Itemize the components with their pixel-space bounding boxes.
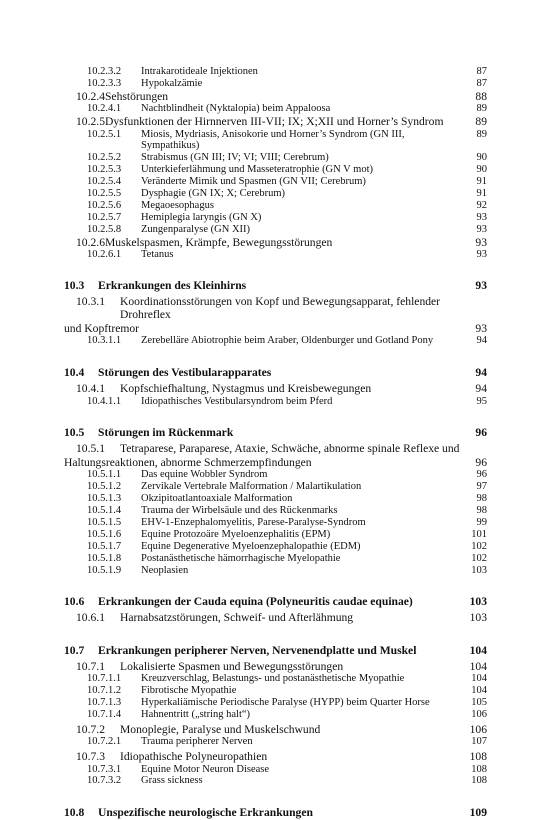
toc-entry [87,224,487,236]
toc-entry-page: 106 [471,708,487,720]
toc-entry-title: Intrakarotideale Injektionen [141,66,258,77]
toc-entry [87,164,487,176]
toc-entry-page: 107 [471,736,487,748]
toc-entry-page: 108 [469,750,487,764]
toc-entry [76,442,487,455]
toc-entry-title: Grass sickness [141,775,203,787]
toc-entry-title: Equine Degenerative Myeloenzephalopathie (EDM) [141,540,361,552]
toc-entry-title: Erkrankungen der Cauda equina (Polyneuritis caudae equinae) [98,595,413,609]
toc-entry-title-line: und Kopftremor [64,321,140,335]
toc-entry-number: 10.2.5.2 [87,152,122,164]
toc-entry-page: 90 [476,164,487,176]
toc-entry [76,90,487,103]
toc-entry [87,565,487,577]
toc-entry-title: Unspezifische neurologische Erkrankungen [98,806,313,820]
toc-entry-number: 10.5.1 [76,442,105,456]
toc-entry-number: 10.4 [64,366,85,380]
toc-entry-page: 104 [471,685,487,697]
toc-entry-number: 10.3.1.1 [87,335,122,347]
toc-entry-number: 10.7.2.1 [87,736,122,748]
toc-entry-number: 10.2.6 [76,235,105,249]
toc-entry-title: Harnabsatzstörungen, Schweif- und Afterlähmung [120,611,354,625]
toc-entry-page: 89 [475,115,487,129]
toc-entry [87,335,487,347]
toc-entry-number: 10.6 [64,595,85,609]
toc-entry [87,66,487,78]
toc-entry-title: Fibrotische Myopathie [141,685,237,697]
toc-entry-page: 102 [471,552,487,564]
toc-entry [64,279,487,293]
toc-entry-title: Neoplasien [141,564,189,576]
toc-entry-title: Lokalisierte Spasmen und Bewegungsstörungen [120,659,344,673]
toc-entry-number: 10.5.1.4 [87,504,122,516]
toc-entry-page: 103 [471,564,487,576]
toc-entry-title: Idiopathisches Vestibularsyndrom beim Pferd [141,395,333,407]
toc-entry [76,382,487,395]
toc-entry-page: 87 [476,77,487,89]
toc-entry [87,469,487,481]
toc-entry-title: Erkrankungen des Kleinhirns [98,279,247,292]
toc-entry-title: Unterkieferlähmung und Masseteratrophie (GN V mot) [141,164,374,176]
toc-entry-page: 96 [475,426,487,440]
toc-entry-page: 104 [469,659,487,673]
toc-entry-number: 10.5.1.3 [87,493,122,505]
toc-entry-title: Miosis, Mydriasis, Anisokorie und Horner’s Syndrom (GN III, Sympathikus) [141,128,405,152]
toc-entry-title: Equine Protozoäre Myeloenzephalitis (EPM) [141,528,331,540]
toc-entry-page: 98 [476,493,487,505]
toc-entry-number: 10.2.5.4 [87,176,122,188]
toc-entry-title: Idiopathische Polyneuropathien [120,750,268,764]
toc-entry-title: EHV-1-Enzephalomyelitis, Parese-Paralyse-Syndrom [141,516,366,528]
toc-entry-number: 10.5 [64,426,85,440]
toc-entry-title: Megaoesophagus [141,199,214,211]
toc-entry [87,764,487,776]
toc-entry-page: 99 [476,516,487,528]
toc-entry-number: 10.4.1.1 [87,395,122,407]
toc-entry-page: 105 [471,697,487,709]
toc-entry [76,660,487,673]
toc-entry [87,541,487,553]
toc-entry [87,493,487,505]
toc-entry-page: 94 [476,335,487,347]
toc-entry [87,176,487,188]
toc-entry [76,611,487,624]
toc-entry [87,78,487,90]
toc-entry [87,212,487,224]
toc-entry-number: 10.7.1.4 [87,708,122,720]
toc-entry-page: 93 [475,321,487,335]
toc-entry-continuation [64,322,487,335]
toc-entry-title: Muskelspasmen, Krämpfe, Bewegungsstörungen [104,235,333,249]
toc-entry-title: Kopfschiefhaltung, Nystagmus und Kreisbewegungen [120,382,372,396]
toc-entry [87,481,487,493]
toc-entry-title-line: Koordinationsstörungen von Kopf und Bewegungsapparat, fehlender Drohreflex [120,295,441,322]
toc-entry-title: Strabismus (GN III; IV; VI; VIII; Cerebrum) [141,152,329,164]
toc-entry-number: 10.7.3.1 [87,763,122,775]
toc-entry-page: 96 [476,469,487,481]
toc-entry-title: Okzipitoatlantoaxiale Malformation [141,493,293,505]
toc-entry [87,685,487,697]
toc-entry-number: 10.5.1.7 [87,540,122,552]
toc-entry-page: 108 [471,763,487,775]
toc-entry-page: 106 [469,722,487,736]
toc-entry-title: Hyperkaliämische Periodische Paralyse (HYPP) beim Quarter Horse [141,697,430,709]
toc-entry [76,750,487,763]
toc-entry-number: 10.6.1 [76,611,105,625]
toc-entry-page: 92 [476,199,487,211]
toc-entry [87,152,487,164]
toc-entry-title: Störungen im Rückenmark [98,426,234,440]
toc-entry [64,806,487,820]
toc-entry-number: 10.2.5.5 [87,188,122,200]
toc-entry-title: Zerebelläre Abiotrophie beim Araber, Oldenburger und Gotland Pony [141,335,434,347]
toc-entry-title: Trauma der Wirbelsäule und des Rückenmarks [141,504,338,516]
toc-entry [87,249,487,261]
toc-entry [87,396,487,408]
toc-entry-number: 10.7.1 [76,659,105,673]
toc-entry-number: 10.5.1.2 [87,481,122,493]
toc-entry-number: 10.8 [64,806,85,820]
toc-entry [87,736,487,748]
toc-entry-title: Hypokalzämie [141,77,203,89]
toc-entry-title [120,295,487,322]
toc-entry-page: 93 [476,211,487,223]
toc-entry-title: Hemiplegia laryngis (GN X) [141,211,262,223]
toc-entry-page: 89 [476,103,487,115]
toc-entry-page: 98 [476,504,487,516]
toc-entry-number: 10.7.1.1 [87,673,122,685]
toc-entry [76,295,487,322]
toc-entry-page: 90 [476,152,487,164]
toc-entry-page: 104 [469,643,487,657]
toc-entry-number: 10.2.5.8 [87,223,122,235]
toc-entry-page: 108 [471,775,487,787]
toc-entry-title: Sehstörungen [104,89,169,103]
toc-entry [87,129,487,153]
toc-entry [87,517,487,529]
toc-entry-title: Kreuzverschlag, Belastungs- und postanästhetische Myopathie [141,673,405,685]
toc-entry-page: 89 [476,128,487,140]
toc-entry-number: 10.4.1 [76,382,105,396]
toc-entry-page: 97 [476,481,487,493]
toc-entry-title-line: Haltungsreaktionen, abnorme Schmerzempfindungen [64,455,312,469]
toc-entry [87,709,487,721]
toc-entry-title: Störungen des Vestibularapparates [98,366,272,380]
toc-entry-number: 10.7.3 [76,750,105,764]
toc-entry-title: Das equine Wobbler Syndrom [141,469,268,481]
toc-entry-number: 10.2.3.3 [87,77,122,89]
toc-entry [76,723,487,736]
toc-entry-page: 87 [476,66,487,77]
toc-entry-continuation [64,456,487,469]
toc-entry-number: 10.2.5.3 [87,164,122,176]
toc-entry-number: 10.2.5.1 [87,128,122,140]
toc-entry-number: 10.5.1.9 [87,564,122,576]
toc-entry-page: 93 [476,249,487,261]
toc-entry [87,697,487,709]
toc-entry-page: 95 [476,395,487,407]
toc-entry-title: Monoplegie, Paralyse und Muskelschwund [120,722,321,736]
toc-entry-number: 10.5.1.5 [87,516,122,528]
toc-entry [64,644,487,658]
toc-entry [64,595,487,609]
toc-entry-number: 10.7.1.2 [87,685,122,697]
toc-entry-page: 102 [471,540,487,552]
toc-entry-title: Nachtblindheit (Nyktalopia) beim Appaloosa [141,103,331,115]
toc-entry-page: 91 [476,188,487,200]
toc-entry-page: 109 [469,806,487,820]
toc-entry [87,505,487,517]
toc-entry-number: 10.3 [64,279,85,292]
toc-entry-title: Zervikale Vertebrale Malformation / Malartikulation [141,481,362,493]
toc-entry-number: 10.2.4 [76,89,105,103]
toc-entry-title-line: Tetraparese, Paraparese, Ataxie, Schwäche, abnorme spinale Reflexe und [120,442,460,456]
toc-entry [87,673,487,685]
toc-entry-page: 91 [476,176,487,188]
toc-entry-title: Hahnentritt („string halt“) [141,708,251,720]
toc-entry-page: 104 [471,673,487,685]
toc-entry-number: 10.2.5.7 [87,211,122,223]
toc-entry [64,426,487,440]
toc-entry-title: Dysphagie (GN IX; X; Cerebrum) [141,188,286,200]
toc-entry [87,200,487,212]
toc-entry-title: Zungenparalyse (GN XII) [141,223,251,235]
toc-entry-number: 10.2.5.6 [87,199,122,211]
toc-entry-number: 10.5.1.1 [87,469,122,481]
toc-entry-title: Veränderte Mimik und Spasmen (GN VII; Cerebrum) [141,176,366,188]
toc-entry-title: Postanästhetische hämorrhagische Myelopathie [141,552,341,564]
toc-entry-number: 10.2.5 [76,115,105,129]
toc-entry-number: 10.7.3.2 [87,775,122,787]
toc-entry-page: 94 [475,366,487,380]
toc-entry [87,103,487,115]
table-of-contents [0,66,560,820]
toc-entry-page: 93 [476,223,487,235]
toc-entry-number: 10.7.1.3 [87,697,122,709]
toc-entry-page: 88 [475,89,487,103]
toc-entry-number: 10.2.3.2 [87,66,122,77]
toc-entry-page: 101 [471,528,487,540]
toc-entry-number: 10.5.1.8 [87,552,122,564]
toc-entry [76,236,487,249]
toc-entry-number: 10.5.1.6 [87,528,122,540]
toc-entry-page: 93 [475,235,487,249]
toc-entry [87,775,487,787]
toc-entry [76,115,487,128]
toc-entry-page: 96 [475,455,487,469]
toc-entry-page: 94 [475,382,487,396]
toc-entry-title: Equine Motor Neuron Disease [141,763,270,775]
toc-entry-page: 103 [469,595,487,609]
toc-entry-title: Dysfunktionen der Hirnnerven III-VII; IX; X;XII und Horner’s Syndrom [104,115,444,129]
toc-entry [87,553,487,565]
toc-entry [87,188,487,200]
toc-entry-title: Tetanus [141,249,174,261]
toc-entry-number: 10.2.6.1 [87,249,122,261]
toc-entry-title [120,442,487,455]
toc-entry-page: 103 [469,611,487,625]
toc-entry [64,366,487,380]
toc-entry-title: Trauma peripherer Nerven [141,736,253,748]
toc-entry-number: 10.2.4.1 [87,103,122,115]
toc-entry-page: 93 [475,279,487,292]
toc-entry-number: 10.3.1 [76,295,105,308]
toc-entry [87,529,487,541]
toc-entry-title: Erkrankungen peripherer Nerven, Nervenendplatte und Muskel [98,643,417,657]
toc-entry-number: 10.7.2 [76,722,105,736]
toc-entry-number: 10.7 [64,643,85,657]
